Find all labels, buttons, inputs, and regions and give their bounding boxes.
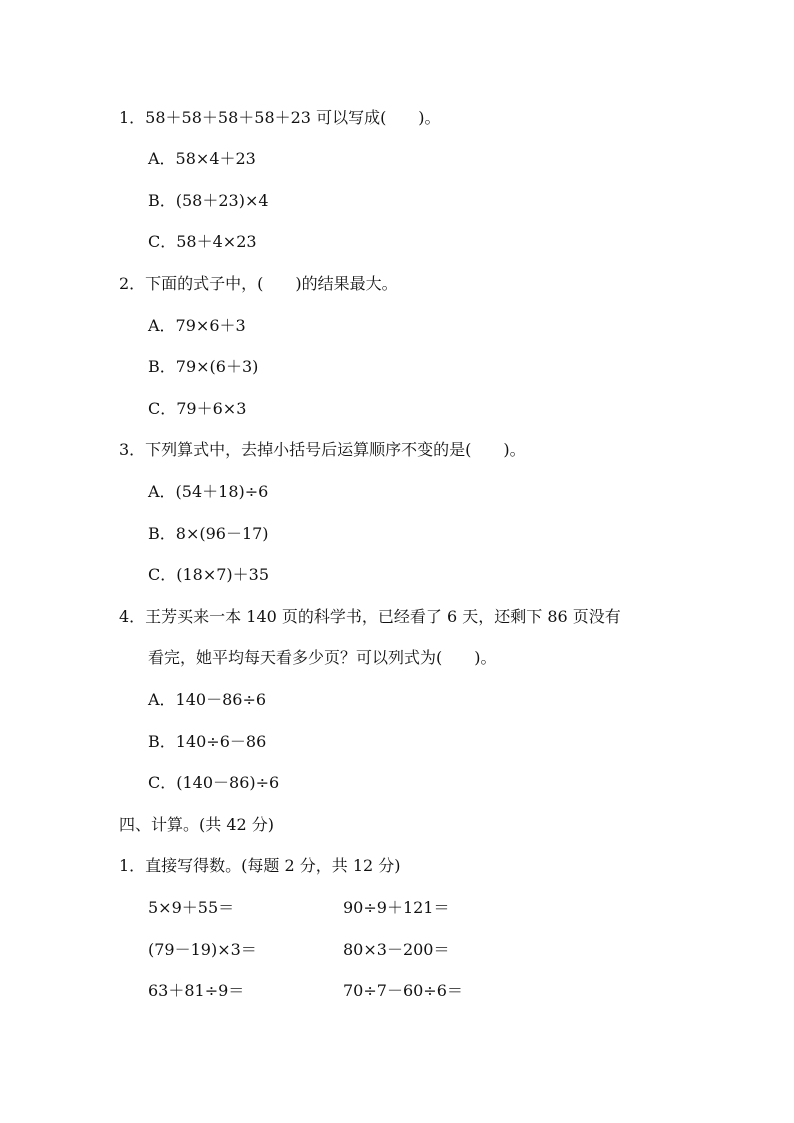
question-1-option-a: A．58×4＋23 <box>148 149 256 168</box>
question-3-option-b: B．8×(96－17) <box>148 524 269 543</box>
section-sub-title: 1．直接写得数。(每题 2 分，共 12 分) <box>119 856 401 875</box>
question-2-option-c: C．79＋6×3 <box>148 399 247 418</box>
question-3-option-a: A．(54＋18)÷6 <box>148 482 269 501</box>
question-4-option-b: B．140÷6－86 <box>148 732 267 751</box>
section-title: 四、计算。(共 42 分) <box>119 815 275 834</box>
question-3-stem: 3．下列算式中，去掉小括号后运算顺序不变的是( )。 <box>119 440 526 459</box>
question-1-stem: 1．58＋58＋58＋58＋23 可以写成( )。 <box>119 108 441 127</box>
question-2-option-a: A．79×6＋3 <box>148 316 246 335</box>
problem-3-2: 70÷7－60÷6＝ <box>343 981 463 1000</box>
question-4-stem-line-1: 4．王芳买来一本 140 页的科学书，已经看了 6 天，还剩下 86 页没有 <box>119 607 621 626</box>
question-4-option-a: A．140－86÷6 <box>148 690 267 709</box>
question-4-option-c: C．(140－86)÷6 <box>148 773 280 792</box>
problem-3-1: 63＋81÷9＝ <box>148 981 245 1000</box>
question-1-option-c: C．58＋4×23 <box>148 232 257 251</box>
question-4-stem-line-2: 看完，她平均每天看多少页？可以列式为( )。 <box>148 648 497 667</box>
question-2-stem: 2．下面的式子中，( )的结果最大。 <box>119 274 398 293</box>
problem-2-1: (79－19)×3＝ <box>148 940 257 959</box>
question-2-option-b: B．79×(6＋3) <box>148 357 259 376</box>
problem-1-2: 90÷9＋121＝ <box>343 898 450 917</box>
question-1-option-b: B．(58＋23)×4 <box>148 191 269 210</box>
problem-2-2: 80×3－200＝ <box>343 940 450 959</box>
question-3-option-c: C．(18×7)＋35 <box>148 565 270 584</box>
problem-1-1: 5×9＋55＝ <box>148 898 235 917</box>
